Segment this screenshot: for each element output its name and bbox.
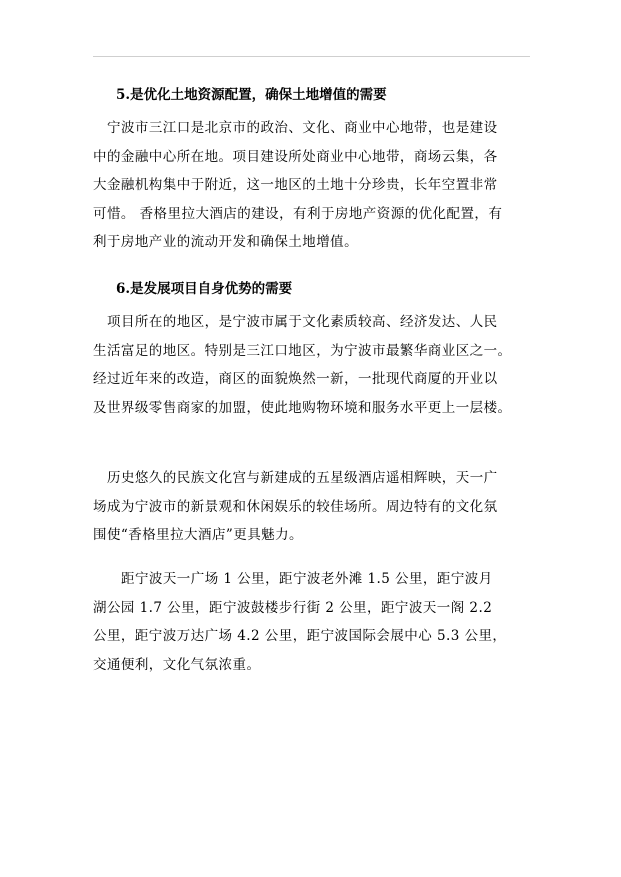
header-rule [93, 56, 530, 57]
text-line: 可惜。 香格里拉大酒店的建设，有利于房地产资源的优化配置，有 [93, 205, 503, 222]
text-line: 项目所在的地区，是宁波市属于文化素质较高、经济发达、人民 [107, 314, 498, 330]
text-line: 生活富足的地区。特别是三江口地区，为宁波市最繁华商业区之一。 [93, 342, 512, 359]
text-line: 经过近年来的改造，商区的面貌焕然一新，一批现代商厦的开业以 [93, 371, 498, 387]
section-6-paragraph-3 [93, 565, 533, 679]
text-line: 宁波市三江口是北京市的政治、文化、商业中心地带，也是建设 [107, 120, 498, 136]
text-line: 距宁波天一广场 1 公里，距宁波老外滩 1.5 公里，距宁波月 [121, 571, 493, 587]
text-line: 及世界级零售商家的加盟，使此地购物环境和服务水平更上一层楼。 [93, 399, 512, 416]
text-line: 利于房地产业的流动开发和确保土地增值。 [93, 234, 359, 250]
text-line: 中的金融中心所在地。项目建设所处商业中心地带，商场云集，各 [93, 148, 498, 165]
text-line: 历史悠久的民族文化宫与新建成的五星级酒店遥相辉映，天一广 [107, 470, 498, 486]
text-line: 大金融机构集中于附近，这一地区的土地十分珍贵，长年空置非常 [93, 177, 498, 193]
section-6-paragraph-2 [93, 464, 533, 550]
section-6-paragraph-1 [93, 308, 533, 422]
text-line: 围使“香格里拉大酒店”更具魅力。 [93, 527, 304, 543]
text-line: 场成为宁波市的新景观和休闲娱乐的较佳场所。周边特有的文化氛 [93, 498, 498, 515]
section-6-heading: 6.是发展项目自身优势的需要 [116, 281, 293, 297]
text-line: 公里，距宁波万达广场 4.2 公里，距宁波国际会展中心 5.3 公里， [93, 628, 507, 644]
section-5-paragraph [93, 114, 533, 257]
text-line: 湖公园 1.7 公里，距宁波鼓楼步行街 2 公里，距宁波天一阁 2.2 [93, 599, 493, 616]
text-line: 交通便利，文化气氛浓重。 [93, 656, 261, 673]
section-5-heading: 5.是优化土地资源配置，确保土地增值的需要 [116, 87, 387, 103]
